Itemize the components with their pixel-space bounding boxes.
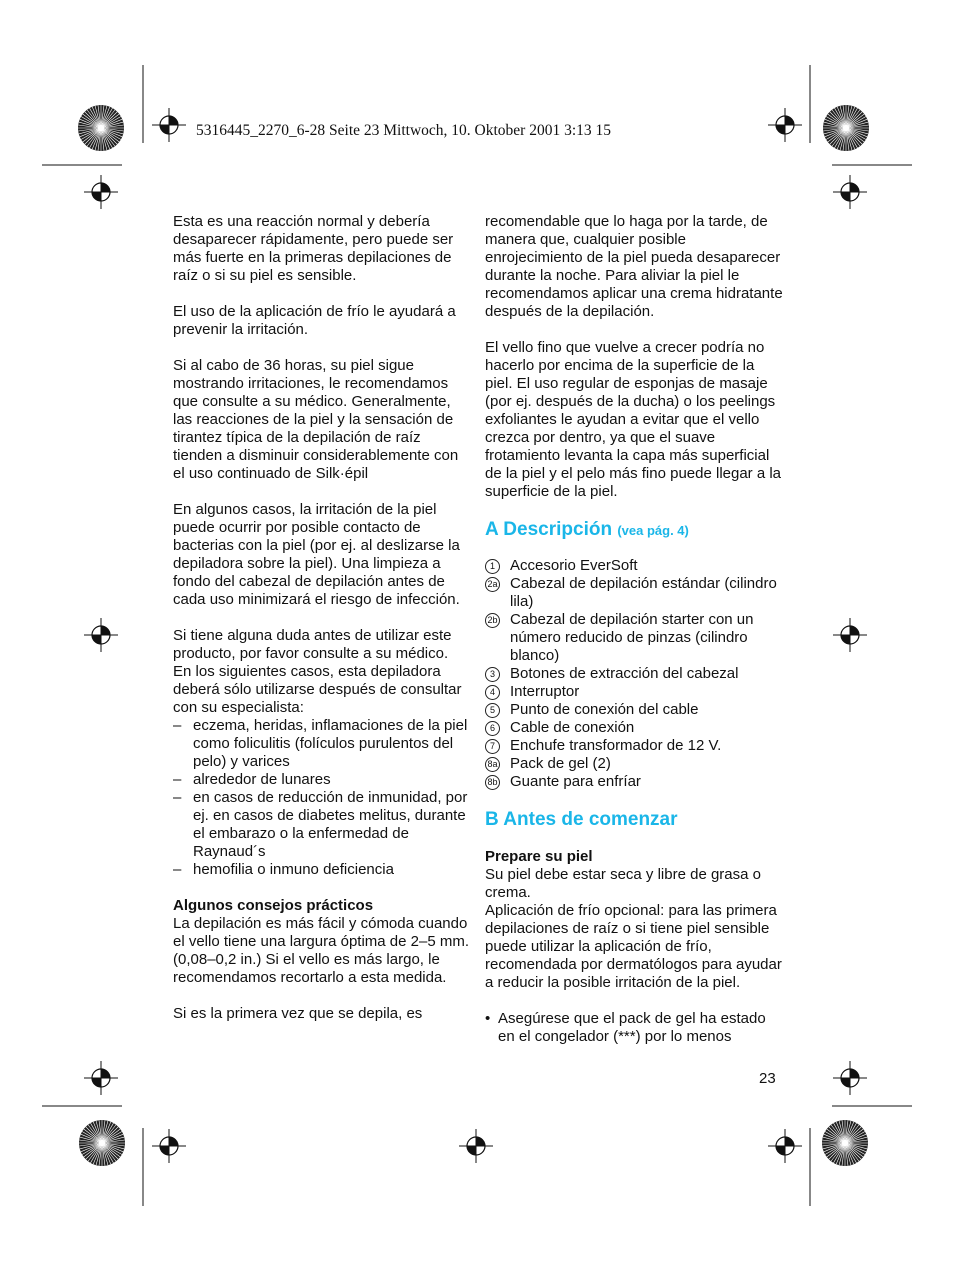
bullet-marker: • bbox=[485, 1010, 491, 1027]
list-item-text: Cabezal de depilación starter con un número reducido de pinzas (cilindro blanco) bbox=[510, 611, 754, 664]
item-number-badge: 2b bbox=[485, 613, 500, 628]
list-item-text: eczema, heridas, inflamaciones de la piel como foliculitis (folículos purulentos del pelo) y varices bbox=[193, 717, 468, 770]
dash-marker: – bbox=[173, 771, 182, 788]
registration-target-icon bbox=[785, 1137, 794, 1146]
registration-target-icon bbox=[101, 183, 110, 192]
registration-target-icon bbox=[160, 125, 169, 134]
registration-target-icon bbox=[467, 1146, 476, 1155]
list-item bbox=[485, 719, 785, 737]
list-item-text: Asegúrese que el pack de gel ha estado en el congelador (***) por lo menos bbox=[498, 1010, 766, 1045]
registration-target-icon bbox=[101, 1069, 110, 1078]
list-item-text: Cable de conexión bbox=[510, 719, 635, 736]
item-number-badge: 3 bbox=[485, 667, 500, 682]
dash-marker: – bbox=[173, 717, 182, 734]
paragraph: En algunos casos, la irritación de la piel puede ocurrir por posible contacto de bacterias con la piel (por ej. al deslizarse la depiladora sobre la piel). Una limpieza a fondo del cabezal de depilación antes de cada uso minimizará el riesgo de infección. bbox=[173, 501, 460, 608]
registration-target-icon bbox=[92, 192, 101, 201]
list-item bbox=[173, 789, 469, 861]
list-item-text: Punto de conexión del cable bbox=[510, 701, 699, 718]
right-column bbox=[485, 213, 785, 1046]
item-number-badge: 1 bbox=[485, 559, 500, 574]
registration-target-icon bbox=[776, 1146, 785, 1155]
item-number-badge: 8a bbox=[485, 757, 500, 772]
description-list bbox=[485, 557, 785, 791]
list-item bbox=[485, 737, 785, 755]
list-item bbox=[485, 665, 785, 683]
page-number: 23 bbox=[759, 1070, 776, 1087]
paragraph: Si al cabo de 36 horas, su piel sigue mostrando irritaciones, le recomendamos que consulte a su médico. Generalmente, las reacciones de la piel y la sensación de tirantez típica de la depilación de raíz tienden a disminuir considerablemente con el uso continuado de Silk·épil bbox=[173, 357, 459, 482]
registration-target-icon bbox=[785, 116, 794, 125]
list-item bbox=[485, 755, 785, 773]
list-item-text: alrededor de lunares bbox=[193, 771, 331, 788]
registration-target-icon bbox=[169, 116, 178, 125]
list-item bbox=[485, 1010, 785, 1046]
paragraph: Su piel debe estar seca y libre de grasa o crema. bbox=[485, 866, 761, 901]
registration-target-icon bbox=[850, 183, 859, 192]
list-item-text: Cabezal de depilación estándar (cilindro lila) bbox=[510, 575, 777, 610]
paragraph: Aplicación de frío opcional: para las primera depilaciones de raíz o si tiene piel sensible puede utilizar la aplicación de frío, recomendada por dermatólogos para ayudar a reducir la posible irritación de la piel. bbox=[485, 902, 782, 991]
registration-target-icon bbox=[850, 626, 859, 635]
registration-target-icon bbox=[841, 1078, 850, 1087]
starburst-center bbox=[843, 125, 849, 131]
paragraph: El uso de la aplicación de frío le ayudará a prevenir la irritación. bbox=[173, 303, 456, 338]
list-item bbox=[173, 861, 469, 879]
list-item bbox=[485, 773, 785, 791]
list-item bbox=[173, 717, 469, 771]
registration-target-icon bbox=[776, 125, 785, 134]
item-number-badge: 7 bbox=[485, 739, 500, 754]
list-item-text: Interruptor bbox=[510, 683, 580, 700]
paragraph: La depilación es más fácil y cómoda cuando el vello tiene una largura óptima de 2–5 mm. (0,08–0,2 in.) Si el vello es más largo, le recomendamos recortarlo a esta medida. bbox=[173, 915, 470, 986]
condition-list bbox=[173, 717, 469, 879]
list-item-text: Pack de gel (2) bbox=[510, 755, 611, 772]
print-header: 5316445_2270_6-28 Seite 23 Mittwoch, 10. Oktober 2001 3:13 15 bbox=[196, 122, 612, 139]
item-number-badge: 4 bbox=[485, 685, 500, 700]
list-item bbox=[485, 683, 785, 701]
registration-target-icon bbox=[169, 1137, 178, 1146]
item-number-badge: 6 bbox=[485, 721, 500, 736]
prep-heading: Prepare su piel bbox=[485, 848, 593, 865]
item-number-badge: 8b bbox=[485, 775, 500, 790]
paragraph: Esta es una reacción normal y debería desaparecer rápidamente, pero puede ser más fuerte en la primeras depilaciones de raíz o si su piel es sensible. bbox=[173, 213, 454, 284]
registration-target-icon bbox=[476, 1137, 485, 1146]
list-item bbox=[485, 575, 785, 611]
registration-target-icon bbox=[92, 1078, 101, 1087]
list-item-text: Enchufe transformador de 12 V. bbox=[510, 737, 722, 754]
starburst-center bbox=[99, 1140, 105, 1146]
registration-target-icon bbox=[841, 192, 850, 201]
starburst-center bbox=[98, 125, 104, 131]
paragraph: El vello fino que vuelve a crecer podría no hacerlo por encima de la superficie de la piel. El uso regular de esponjas de masaje (por ej. después de la ducha) o los peelings exfoliantes le ayudan a evitar que el vello crezca por dentro, ya que el suave frotamiento levanta la capa más superficial de la piel y el pelo más fino puede llegar a la superficie de la piel. bbox=[485, 339, 782, 500]
dash-marker: – bbox=[173, 789, 182, 806]
registration-target-icon bbox=[92, 635, 101, 644]
item-number-badge: 5 bbox=[485, 703, 500, 718]
list-item bbox=[173, 771, 469, 789]
list-item bbox=[485, 701, 785, 719]
list-item-text: en casos de reducción de inmunidad, por ej. en casos de diabetes melitus, durante el embarazo o la enfermedad de Raynaud´s bbox=[193, 789, 468, 860]
list-item-text: Guante para enfríar bbox=[510, 773, 641, 790]
list-item bbox=[485, 557, 785, 575]
registration-target-icon bbox=[160, 1146, 169, 1155]
item-number-badge: 2a bbox=[485, 577, 500, 592]
registration-target-icon bbox=[850, 1069, 859, 1078]
registration-target-icon bbox=[841, 635, 850, 644]
section-b-heading: B Antes de comenzar bbox=[485, 809, 678, 830]
section-title: A Descripción bbox=[485, 519, 613, 540]
left-column bbox=[173, 213, 469, 1023]
dash-marker: – bbox=[173, 861, 182, 878]
paragraph: Si es la primera vez que se depila, es bbox=[173, 1005, 423, 1022]
list-item bbox=[485, 611, 785, 665]
registration-target-icon bbox=[101, 626, 110, 635]
bullet-list bbox=[485, 1010, 785, 1046]
list-item-text: Botones de extracción del cabezal bbox=[510, 665, 739, 682]
paragraph: Si tiene alguna duda antes de utilizar este producto, por favor consulte a su médico. En los siguientes casos, esta depiladora deberá sólo utilizarse después de consultar con su especialista: bbox=[173, 627, 462, 716]
starburst-center bbox=[842, 1140, 848, 1146]
page-reference: (vea pág. 4) bbox=[617, 523, 689, 538]
list-item-text: hemofilia o inmuno deficiencia bbox=[193, 861, 394, 878]
list-item-text: Accesorio EverSoft bbox=[510, 557, 638, 574]
paragraph: recomendable que lo haga por la tarde, de manera que, cualquier posible enrojecimiento de la piel pueda desaparecer durante la noche. Para aliviar la piel le recomendamos aplicar una crema hidratante después de la depilación. bbox=[485, 213, 783, 320]
section-a-heading bbox=[485, 519, 785, 542]
tips-heading: Algunos consejos prácticos bbox=[173, 897, 374, 914]
